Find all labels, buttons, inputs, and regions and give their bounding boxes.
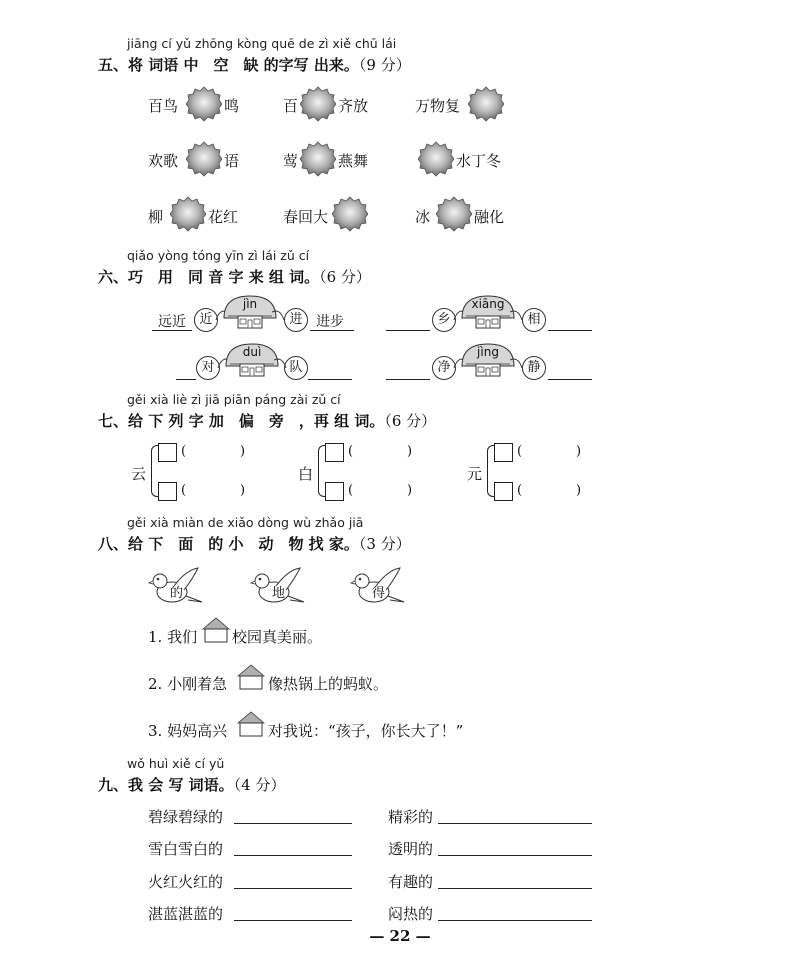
s6-heading [98,266,371,287]
radical-box[interactable] [325,443,344,462]
answer-line[interactable] [234,855,352,856]
s5-item-9-post: 融化 [474,208,505,226]
paren-left: ( [181,444,187,459]
s5-heading [98,54,411,75]
radical-box[interactable] [158,443,177,462]
answer-line[interactable] [234,823,352,824]
s8-heading [98,533,411,554]
s6-g3-pinyin: duì [242,345,262,359]
s8-s3-pre: 3. 妈妈高兴 [148,722,228,740]
s7-char-2: 白 [298,465,314,483]
s6-g1-pinyin: jìn [242,297,258,311]
answer-line[interactable] [386,379,430,380]
brace [151,445,158,497]
s8-s1-pre: 1. 我们 [148,628,198,646]
s5-title: 五、将 词语 中 空 缺 的字写 出来。 [98,56,359,74]
page-number: — 22 — [369,927,431,945]
s8-s2-pre: 2. 小刚着急 [148,675,228,693]
s8-bird-2-char: 地 [272,586,286,601]
answer-line[interactable] [234,920,352,921]
s6-title: 六、巧 用 同 音 字 来 组 词。 [98,268,320,286]
s6-g4-left-char: 净 [432,356,456,380]
s7-title: 七、给 下 列 字 加 偏 旁 ，再 组 词。 [98,412,385,430]
s8-title: 八、给 下 面 的 小 动 物 找 家。 [98,535,359,553]
s5-item-2-pre: 百 [283,97,299,115]
s5-item-4-post: 语 [224,152,240,170]
blank-blob[interactable] [300,141,336,177]
paren-left: ( [181,483,187,498]
s6-g4-house [458,342,518,378]
answer-line[interactable] [176,379,196,380]
house-blank[interactable] [237,711,265,737]
s8-pinyin: gěi xià miàn de xiǎo dòng wù zhǎo jiā [127,515,364,530]
s6-g3-left-char: 对 [196,356,220,380]
answer-line[interactable] [152,330,192,331]
s6-g3-house [222,342,282,378]
paren-right: ) [576,483,582,498]
radical-box[interactable] [158,482,177,501]
answer-line[interactable] [438,855,592,856]
paren-left: ( [348,444,354,459]
paren-right: ) [576,444,582,459]
s5-item-3-pre: 万物复 [415,97,461,115]
s9-left-2: 雪白雪白的 [148,840,224,858]
s6-points: （6 分） [319,268,371,286]
s9-right-2: 透明的 [388,840,434,858]
radical-box[interactable] [494,482,513,501]
answer-line[interactable] [438,920,592,921]
paren-left: ( [517,444,523,459]
s6-g2-left-char: 乡 [432,308,456,332]
house-blank[interactable] [237,664,265,690]
house-blank[interactable] [202,617,230,643]
paren-right: ) [240,444,246,459]
answer-line[interactable] [438,888,592,889]
s7-pinyin: gěi xià liè zì jiā piān páng zài zǔ cí [127,392,341,407]
answer-line[interactable] [386,330,430,331]
s8-s1-post: 校园真美丽。 [232,628,323,646]
s6-g4-pinyin: jìng [477,345,499,359]
s8-s3-post: 对我说：“孩子，你长大了！” [268,722,464,740]
s6-g1-left-word: 远近 [158,314,186,330]
s5-item-5-pre: 莺 [283,152,299,170]
s7-points: （6 分） [384,412,437,430]
answer-line[interactable] [308,379,352,380]
brace [487,445,494,497]
s6-g1-left-char: 近 [194,308,218,332]
s7-char-3: 元 [467,465,483,483]
s6-g2-house [458,294,518,330]
s5-item-1-pre: 百鸟 [148,97,179,115]
s5-item-2-post: 齐放 [338,97,369,115]
s9-left-3: 火红火红的 [148,873,224,891]
s5-item-7-pre: 柳 [148,208,164,226]
s5-item-6-post: 水丁冬 [456,152,502,170]
s9-right-1: 精彩的 [388,808,434,826]
s5-item-7-post: 花红 [208,208,239,226]
answer-line[interactable] [310,330,354,331]
s6-g3-right-char: 队 [284,356,308,380]
s9-heading [98,774,285,795]
blank-blob[interactable] [418,141,454,177]
blank-blob[interactable] [170,196,206,232]
paren-right: ) [240,483,246,498]
brace [318,445,325,497]
blank-blob[interactable] [300,86,336,122]
blank-blob[interactable] [186,141,222,177]
answer-line[interactable] [548,379,592,380]
s7-char-1: 云 [131,465,147,483]
s9-pinyin: wǒ huì xiě cí yǔ [127,756,225,771]
radical-box[interactable] [494,443,513,462]
s5-item-8-pre: 春回大 [283,208,329,226]
s6-g2-pinyin: xiāng [471,297,505,311]
s9-right-4: 闷热的 [388,905,434,923]
paren-right: ) [407,483,413,498]
s9-points: （4 分） [233,776,286,794]
s9-left-4: 湛蓝湛蓝的 [148,905,224,923]
answer-line[interactable] [548,330,592,331]
s8-s2-post: 像热锅上的蚂蚁。 [268,675,389,693]
paren-left: ( [348,483,354,498]
paren-right: ) [407,444,413,459]
s6-g1-right-word: 进步 [316,314,344,330]
blank-blob[interactable] [186,86,222,122]
s9-left-1: 碧绿碧绿的 [148,808,224,826]
radical-box[interactable] [325,482,344,501]
s5-item-4-pre: 欢歌 [148,152,179,170]
answer-line[interactable] [438,823,592,824]
s6-g2-right-char: 相 [522,308,546,332]
s8-bird-1-char: 的 [170,586,184,601]
s6-g4-right-char: 静 [522,356,546,380]
s5-item-9-pre: 冰 [415,208,431,226]
s8-bird-3-char: 得 [372,586,386,601]
s6-g1-house [220,294,280,330]
s5-points: （9 分） [358,56,411,74]
s5-item-5-post: 燕舞 [338,152,369,170]
s5-pinyin: jiāng cí yǔ zhōng kòng quē de zì xiě chū lái [127,36,397,51]
s8-points: （3 分） [358,535,411,553]
s6-pinyin: qiǎo yòng tóng yīn zì lái zǔ cí [127,248,310,263]
blank-blob[interactable] [436,196,472,232]
answer-line[interactable] [234,888,352,889]
s6-g1-right-char: 进 [284,308,308,332]
s5-item-1-post: 鸣 [224,97,240,115]
s7-heading [98,410,436,431]
s9-title: 九、我 会 写 词语。 [98,776,234,794]
blank-blob[interactable] [468,86,504,122]
s9-right-3: 有趣的 [388,873,434,891]
blank-blob[interactable] [332,196,368,232]
paren-left: ( [517,483,523,498]
